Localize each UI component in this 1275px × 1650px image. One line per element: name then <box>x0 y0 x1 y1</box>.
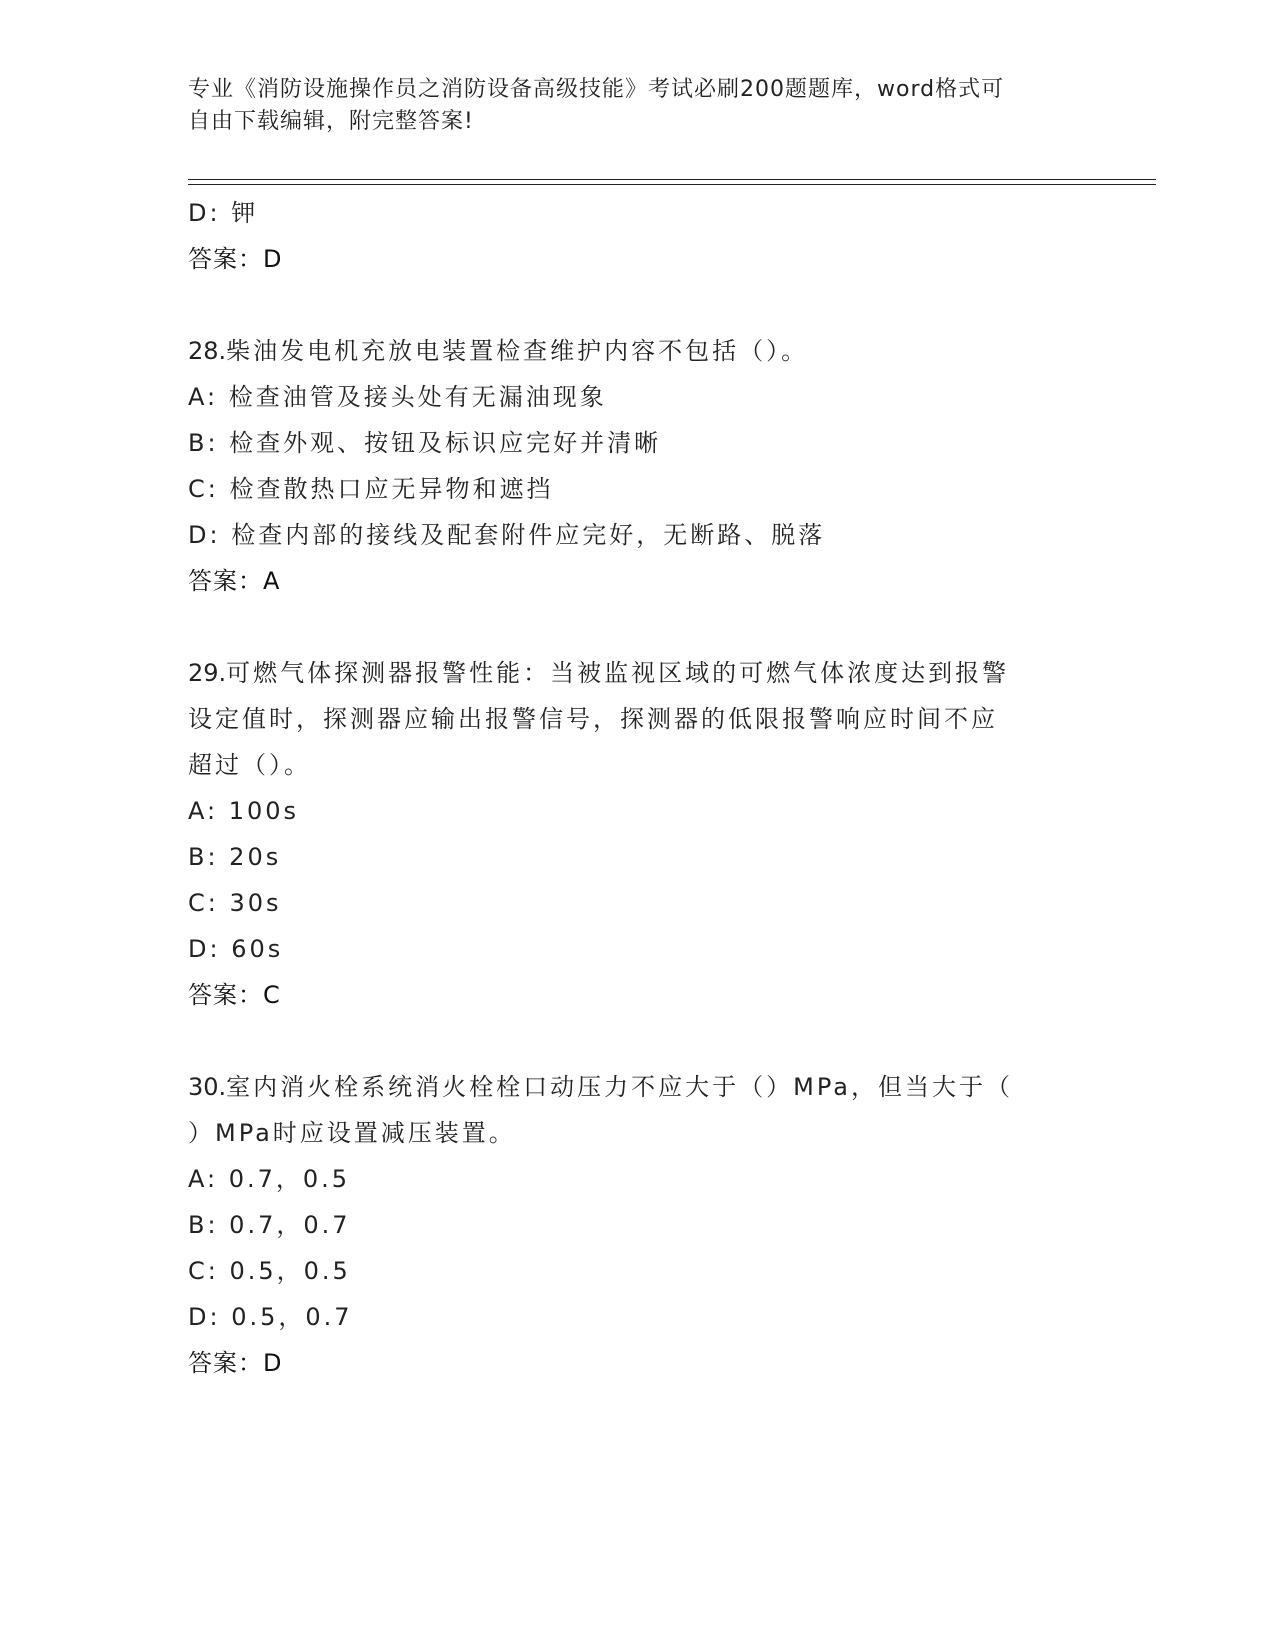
question-30-option-b: B: 0.7，0.7 <box>188 1211 351 1239</box>
spacer <box>188 1018 1088 1064</box>
prev-answer: 答案：D <box>188 245 283 273</box>
question-list <box>188 190 1088 1386</box>
question-30-text-line-2: ）MPa时应设置减压装置。 <box>188 1119 516 1147</box>
question-28-answer: 答案：A <box>188 567 281 595</box>
header-divider-top <box>188 179 1156 180</box>
question-29-option-a: A: 100s <box>188 797 300 825</box>
question-29-option-b: B: 20s <box>188 843 282 871</box>
question-29-option-c: C: 30s <box>188 889 282 917</box>
question-28-option-b: B: 检查外观、按钮及标识应完好并清晰 <box>188 429 662 457</box>
question-29-text-line-1 <box>188 650 1088 696</box>
question-30-answer: 答案：D <box>188 1349 283 1377</box>
question-30-number: 30. <box>188 1073 227 1101</box>
question-28-option-a: A: 检查油管及接头处有无漏油现象 <box>188 383 607 411</box>
question-29-answer: 答案：C <box>188 981 281 1009</box>
document-header <box>188 74 1068 138</box>
question-28-number: 28. <box>188 337 227 365</box>
question-28-option-d: D: 检查内部的接线及配套附件应完好，无断路、脱落 <box>188 521 826 549</box>
question-30-text-line-1 <box>188 1064 1088 1110</box>
question-30-option-c: C: 0.5，0.5 <box>188 1257 351 1285</box>
question-29-stem-1: 可燃气体探测器报警性能：当被监视区域的可燃气体浓度达到报警 <box>226 659 1010 687</box>
question-29-text-line-3: 超过（）。 <box>188 751 311 779</box>
question-30-stem-1: 室内消火栓系统消火栓栓口动压力不应大于（）MPa，但当大于（ <box>226 1073 1013 1101</box>
question-30-option-a: A: 0.7，0.5 <box>188 1165 351 1193</box>
spacer <box>188 282 1088 328</box>
question-29-number: 29. <box>188 659 227 687</box>
question-29-text-line-2: 设定值时，探测器应输出报警信号，探测器的低限报警响应时间不应 <box>188 705 998 733</box>
spacer <box>188 604 1088 650</box>
header-line-2: 自由下载编辑，附完整答案! <box>188 109 474 134</box>
header-line-1: 专业《消防设施操作员之消防设备高级技能》考试必刷200题题库，word格式可 <box>188 77 1005 102</box>
question-29-option-d: D: 60s <box>188 935 284 963</box>
header-divider-bottom <box>188 184 1156 185</box>
question-30-option-d: D: 0.5，0.7 <box>188 1303 353 1331</box>
question-28-option-c: C: 检查散热口应无异物和遮挡 <box>188 475 554 503</box>
question-28-text <box>188 328 1078 374</box>
question-28-stem: 柴油发电机充放电装置检查维护内容不包括（）。 <box>226 337 809 365</box>
prev-option-d: D: 钾 <box>188 199 259 227</box>
